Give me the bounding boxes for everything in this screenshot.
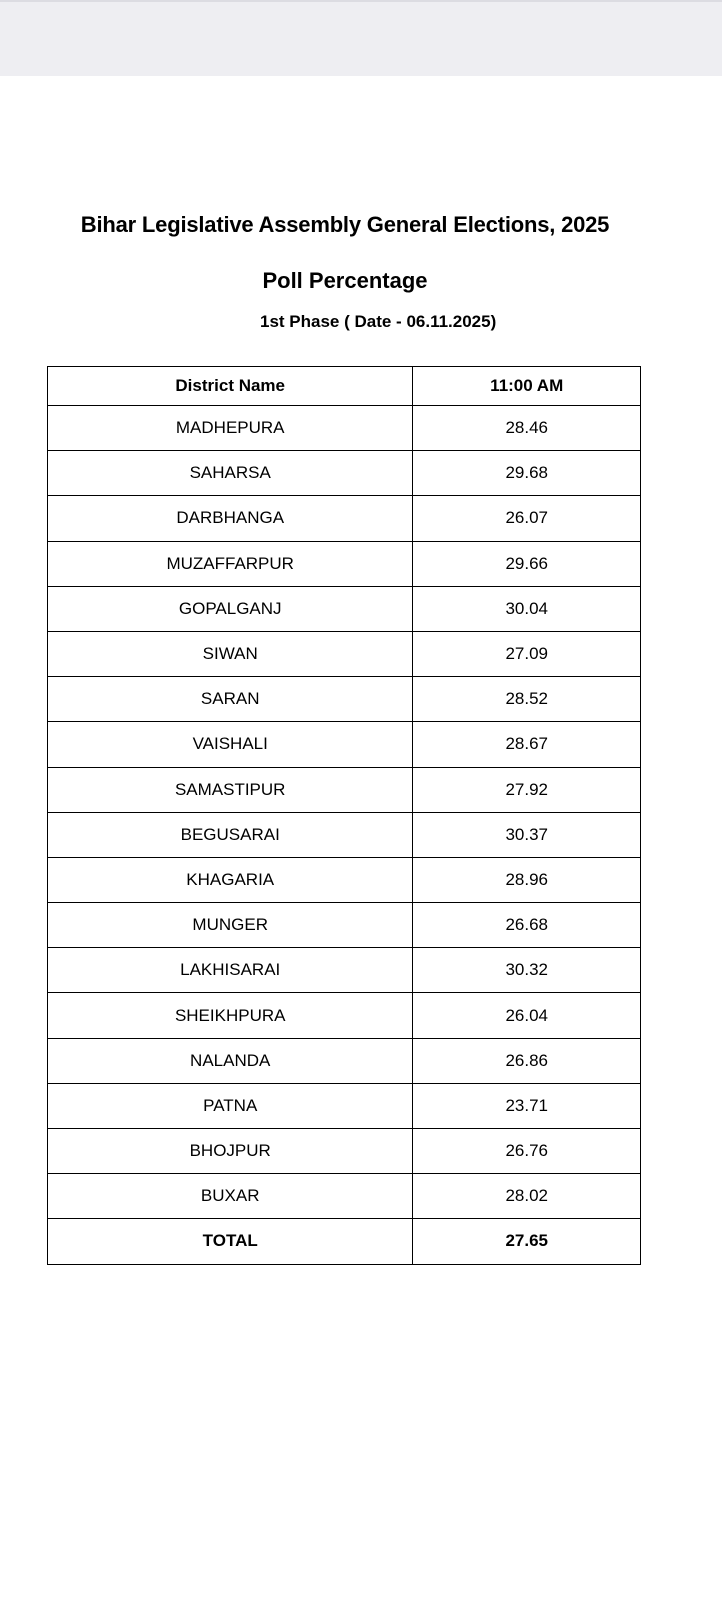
- district-cell: SAHARSA: [48, 451, 413, 496]
- table-row: [48, 1038, 641, 1083]
- table-row: [48, 496, 641, 541]
- percentage-cell: 26.86: [413, 1038, 641, 1083]
- district-cell: SIWAN: [48, 631, 413, 676]
- percentage-cell: 30.32: [413, 948, 641, 993]
- percentage-cell: 28.67: [413, 722, 641, 767]
- table-row: [48, 451, 641, 496]
- phase-date: 1st Phase ( Date - 06.11.2025): [260, 312, 497, 331]
- district-cell: DARBHANGA: [48, 496, 413, 541]
- table-row: [48, 1129, 641, 1174]
- district-cell: BUXAR: [48, 1174, 413, 1219]
- district-cell: BHOJPUR: [48, 1129, 413, 1174]
- table-row: [48, 406, 641, 451]
- percentage-cell: 26.68: [413, 903, 641, 948]
- table-row: [48, 993, 641, 1038]
- table-row: [48, 857, 641, 902]
- table-header-row: [48, 367, 641, 406]
- column-header-district: District Name: [48, 367, 413, 406]
- table-row: [48, 541, 641, 586]
- total-label: TOTAL: [48, 1219, 413, 1264]
- table-row: [48, 903, 641, 948]
- table-row: [48, 677, 641, 722]
- district-cell: MUNGER: [48, 903, 413, 948]
- district-cell: NALANDA: [48, 1038, 413, 1083]
- table-row: [48, 586, 641, 631]
- percentage-cell: 29.66: [413, 541, 641, 586]
- table-row: [48, 1083, 641, 1128]
- table-row: [48, 767, 641, 812]
- column-header-time: 11:00 AM: [413, 367, 641, 406]
- district-cell: SHEIKHPURA: [48, 993, 413, 1038]
- table-row: [48, 631, 641, 676]
- district-cell: VAISHALI: [48, 722, 413, 767]
- total-row: [48, 1219, 641, 1264]
- table-row: [48, 812, 641, 857]
- district-cell: MUZAFFARPUR: [48, 541, 413, 586]
- district-cell: BEGUSARAI: [48, 812, 413, 857]
- percentage-cell: 27.09: [413, 631, 641, 676]
- poll-percentage-table: [47, 366, 641, 1265]
- district-cell: KHAGARIA: [48, 857, 413, 902]
- percentage-cell: 26.04: [413, 993, 641, 1038]
- percentage-cell: 30.04: [413, 586, 641, 631]
- percentage-cell: 28.96: [413, 857, 641, 902]
- viewer-top-bar: [0, 0, 722, 76]
- total-value: 27.65: [413, 1219, 641, 1264]
- percentage-cell: 28.02: [413, 1174, 641, 1219]
- table-row: [48, 948, 641, 993]
- percentage-cell: 30.37: [413, 812, 641, 857]
- table-row: [48, 1174, 641, 1219]
- percentage-cell: 27.92: [413, 767, 641, 812]
- percentage-cell: 26.76: [413, 1129, 641, 1174]
- document-subtitle: Poll Percentage: [262, 268, 428, 293]
- district-cell: LAKHISARAI: [48, 948, 413, 993]
- district-cell: PATNA: [48, 1083, 413, 1128]
- document-title: Bihar Legislative Assembly General Elections, 2025: [80, 212, 610, 237]
- percentage-cell: 23.71: [413, 1083, 641, 1128]
- table-row: [48, 722, 641, 767]
- percentage-cell: 26.07: [413, 496, 641, 541]
- percentage-cell: 28.46: [413, 406, 641, 451]
- district-cell: SAMASTIPUR: [48, 767, 413, 812]
- percentage-cell: 29.68: [413, 451, 641, 496]
- district-cell: SARAN: [48, 677, 413, 722]
- percentage-cell: 28.52: [413, 677, 641, 722]
- district-cell: GOPALGANJ: [48, 586, 413, 631]
- district-cell: MADHEPURA: [48, 406, 413, 451]
